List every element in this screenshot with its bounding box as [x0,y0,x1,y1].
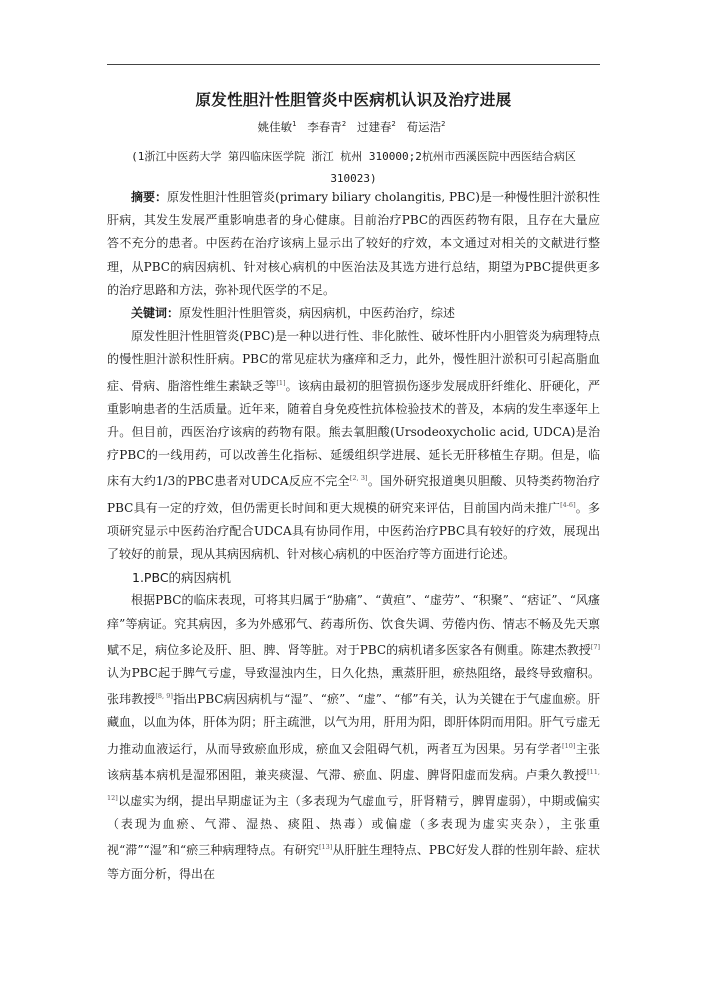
paper-title: 原发性胆汁性胆管炎中医病机认识及治疗进展 [195,91,512,109]
section1-paragraph [107,589,600,885]
citation: [1] [276,378,286,387]
text-run: 。国外研究报道奥贝胆酸、贝特类药物治疗PBC具有一定的疗效，但仍需更长时间和更大规模的研究来评估，目前国内尚未推广 [107,474,600,515]
citation: [13] [318,843,333,852]
header-rule [107,64,600,65]
text-run: 。该病由最初的胆管损伤逐步发展成肝纤维化、肝硬化，严重影响患者的生活质量。近年来，随着自身免疫性抗体检验技术的普及，本病的发生率逐年上升。但目前，西医治疗该病的药物有限。熊去氧胆酸(Ursodeoxycholic acid, UDCA)是治疗PBC的一线用药，可以改善生化指标、延缓组织学进展、延长无肝移植生存期。但是，临床有大约1/3的PBC患者对UDCA反应不完全 [107,378,600,489]
paper-body [107,186,600,886]
text-run: 从肝脏生理特点、PBC好发人群的性别年龄、症状等方面分析，得出在 [107,843,600,881]
author-affiliation-mark: 1 [292,120,297,129]
text-run: 根据PBC的临床表现，可将其归属于“胁痛”、“黄疸”、“虚劳”、“积聚”、“痞证”、“风瘙痒”等病证。究其病因，多为外感邪气、药毒所伤、饮食失调、劳倦内伤、情志不畅及先天禀赋不足，病位多论及肝、胆、脾、肾等脏。对于PBC的病机诸多医家各有侧重。陈建杰教授 [107,593,600,657]
author-name: 过建春 [356,120,392,134]
abstract-label: 摘要： [131,190,168,204]
author-affiliation-mark: 2 [391,120,396,129]
author-list [107,119,600,135]
keywords [107,302,600,325]
text-run: 。多项研究显示中医药治疗配合UDCA具有协同作用，中医药治疗PBC具有较好的疗效，展现出了较好的前景，现从其病因病机、针对核心病机的中医治疗等方面进行论述。 [107,500,600,562]
citation: [10] [562,741,576,750]
text-run: 指出PBC病因病机与“湿”、“瘀”、“虚”、“郁”有关，认为关键在于气虚血瘀。肝藏血，以血为体，肝体为阴；肝主疏泄，以气为用，肝用为阳，即肝体阴而用阳。肝气亏虚无力推动血液运行，从而导致瘀血形成，瘀血又会阻碍气机，两者互为因果。另有学者 [107,692,600,756]
text-run: 原发性胆汁性胆管炎(PBC)是一种以进行性、非化脓性、破坏性肝内小胆管炎为病理特点的慢性胆汁淤积性肝病。PBC的常见症状为瘙痒和乏力，此外，慢性胆汁淤积可引起高脂血症、骨病、脂溶性维生素缺乏等 [107,329,600,393]
abstract [107,186,600,302]
citation: [4-6] [560,500,576,509]
text-run: 认为PBC起于脾气亏虚，导致湿浊内生，日久化热，熏蒸肝胆，瘀热阻络，最终导致瘤积。张玮教授 [107,666,600,707]
author-name: 姚佳敏 [257,120,293,134]
keywords-text: 原发性胆汁性胆管炎，病因病机，中医药治疗，综述 [179,306,456,321]
citation: [7] [590,642,600,651]
abstract-text: 原发性胆汁性胆管炎(primary biliary cholangitis, PBC)是一种慢性胆汁淤积性肝病，其发生发展严重影响患者的身心健康。目前治疗PBC的西医药物有限，且存在大量应答不充分的患者。中医药在治疗该病上显示出了较好的疗效，本文通过对相关的文献进行整理，从PBC的病因病机、针对核心病机的中医治法及其选方进行总结，期望为PBC提供更多的治疗思路和方法，弥补现代医学的不足。 [107,190,600,297]
citation: [2, 3] [349,474,368,483]
citation: [11, 12] [107,767,600,803]
author-name: 荀运浩 [406,120,442,134]
author-affiliation-mark: 2 [341,120,347,129]
text-run: 主张该病基本病机是湿邪困阻，兼夹痰湿、气滞、瘀血、阴虚、脾肾阳虚而发病。卢秉久教授 [107,741,600,782]
intro-paragraph [107,325,600,566]
author-name: 李春青 [307,120,342,134]
keywords-label: 关键词： [131,306,180,321]
citation: [8, 9] [155,692,173,701]
section-heading: 1.PBC的病因病机 [132,570,232,586]
text-run: 以虚实为纲，提出早期虚证为主（多表现为气虚血亏，肝肾精亏，脾胃虚弱），中期或偏实（表现为血瘀、气滞、湿热、痰阻、热毒）或偏虚（多表现为虚实夹杂），主张重视“滞”“湿”和“瘀三种病理特点。有研究 [107,794,600,858]
affiliation: (1浙江中医药大学 第四临床医学院 浙江 杭州 310000;2杭州市西溪医院中西医结合病区 310023) [131,150,576,185]
author-affiliation-mark: 2 [441,120,446,129]
